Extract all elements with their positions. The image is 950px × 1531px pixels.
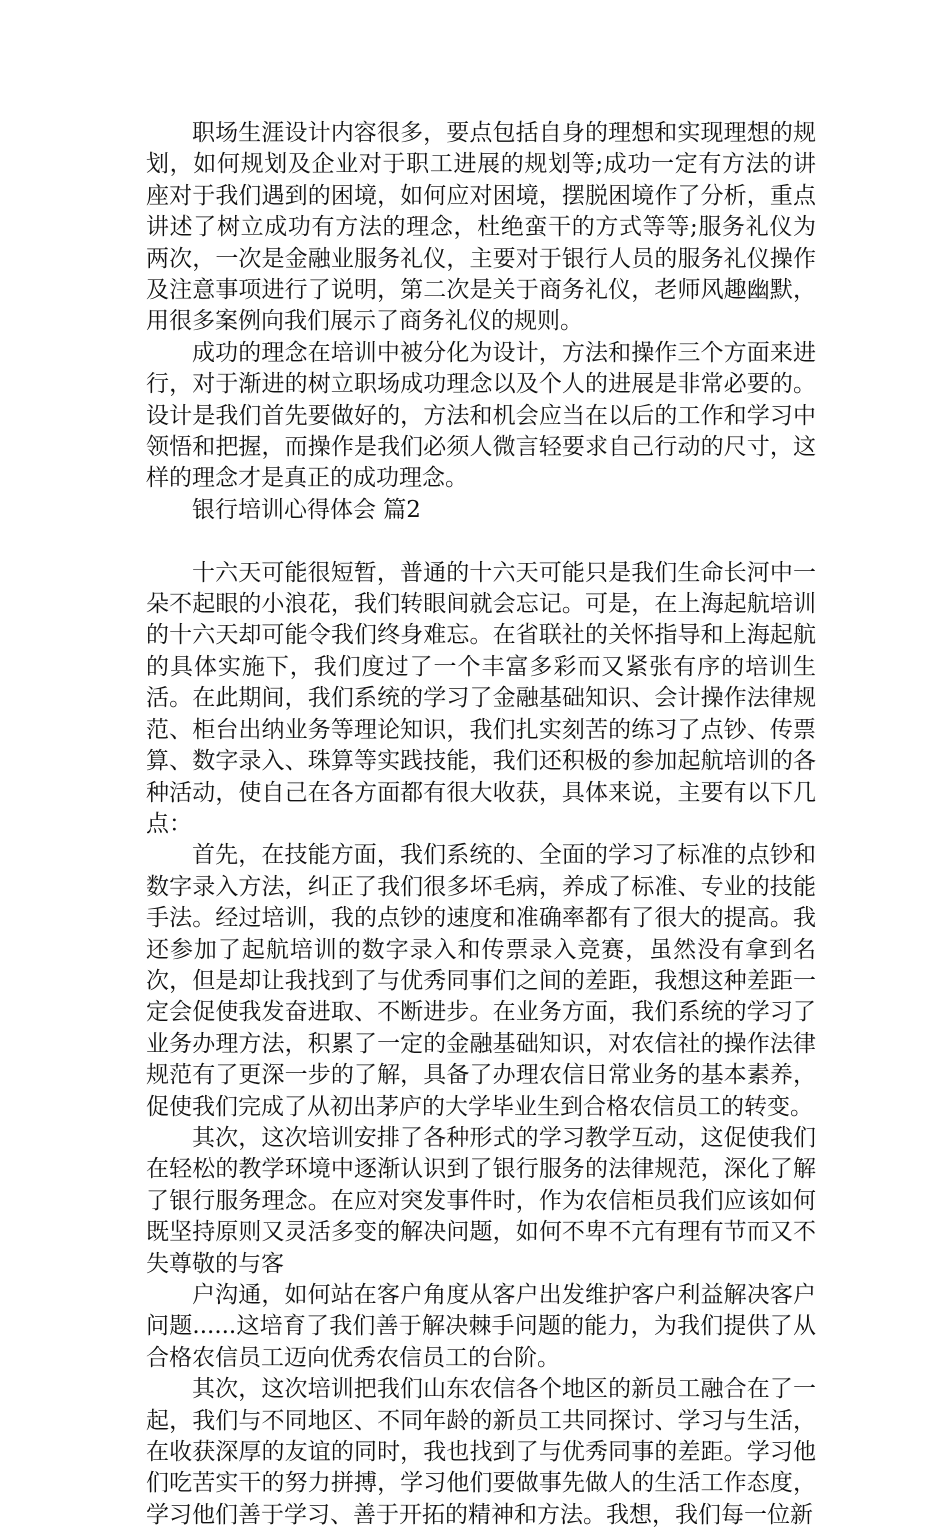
paragraph-skills: 首先，在技能方面，我们系统的、全面的学习了标准的点钞和数字录入方法，纠正了我们很多坏毛病，养成了标准、专业的技能手法。经过培训，我的点钞的速度和准确率都有了很大的提高。我还参加了起航培训的数字录入和传票录入竞赛，虽然没有拿到名次，但是却让我找到了与优秀同事们之间的差距，我想这种差距一定会促使我发奋进取、不断进步。在业务方面，我们系统的学习了业务办理方法，积累了一定的金融基础知识，对农信社的操作法律规范有了更深一步的了解，具备了办理农信日常业务的基本素养，促使我们完成了从初出茅庐的大学毕业生到合格农信员工的转变。 xyxy=(146,842,816,1120)
paragraph-career-design: 职场生涯设计内容很多，要点包括自身的理想和实现理想的规划，如何规划及企业对于职工进展的规划等;成功一定有方法的讲座对于我们遇到的困境，如何应对困境，摆脱困境作了分析，重点讲述了树立成功有方法的理念，杜绝蛮干的方式等等;服务礼仪为两次，一次是金融业服务礼仪，主要对于银行人员的服务礼仪操作及注意事项进行了说明，第二次是关于商务礼仪，老师风趣幽默，用很多案例向我们展示了商务礼仪的规则。 xyxy=(146,120,816,335)
paragraph-sixteen-days: 十六天可能很短暂，普通的十六天可能只是我们生命长河中一朵不起眼的小浪花，我们转眼间就会忘记。可是，在上海起航培训的十六天却可能令我们终身难忘。在省联社的关怀指导和上海起航的具体实施下，我们度过了一个丰富多彩而又紧张有序的培训生活。在此期间，我们系统的学习了金融基础知识、会计操作法律规范、柜台出纳业务等理论知识，我们扎实刻苦的练习了点钞、传票算、数字录入、珠算等实践技能，我们还积极的参加起航培训的各种活动，使自己在各方面都有很大收获，具体来说，主要有以下几点： xyxy=(146,559,816,837)
section-heading: 银行培训心得体会 篇2 xyxy=(192,496,421,523)
document-body xyxy=(146,118,816,1531)
paragraph-interaction: 其次，这次培训安排了各种形式的学习教学互动，这促使我们在轻松的教学环境中逐渐认识到了银行服务的法律规范，深化了解了银行服务理念。在应对突发事件时，作为农信柜员我们应该如何既坚持原则又灵活多变的解决问题，如何不卑不亢有理有节而又不失尊敬的与客 xyxy=(146,1124,816,1277)
blank-line xyxy=(146,526,816,557)
paragraph-customer-communication: 户沟通，如何站在客户角度从客户出发维护客户利益解决客户问题......这培育了我们善于解决棘手问题的能力，为我们提供了从合格农信员工迈向优秀农信员工的台阶。 xyxy=(146,1282,816,1371)
paragraph-success-concept: 成功的理念在培训中被分化为设计，方法和操作三个方面来进行，对于渐进的树立职场成功理念以及个人的进展是非常必要的。设计是我们首先要做好的，方法和机会应当在以后的工作和学习中领悟和把握，而操作是我们必须人微言轻要求自己行动的尺寸，这样的理念才是真正的成功理念。 xyxy=(146,339,816,492)
paragraph-new-employees: 其次，这次培训把我们山东农信各个地区的新员工融合在了一起，我们与不同地区、不同年龄的新员工共同探讨、学习与生活，在收获深厚的友谊的同时，我也找到了与优秀同事的差距。学习他们吃苦实干的努力拼搏，学习他们要做事先做人的生活工作态度，学习他们善于学习、善于开拓的精神和方法。我想，我们每一位新 xyxy=(146,1376,816,1528)
